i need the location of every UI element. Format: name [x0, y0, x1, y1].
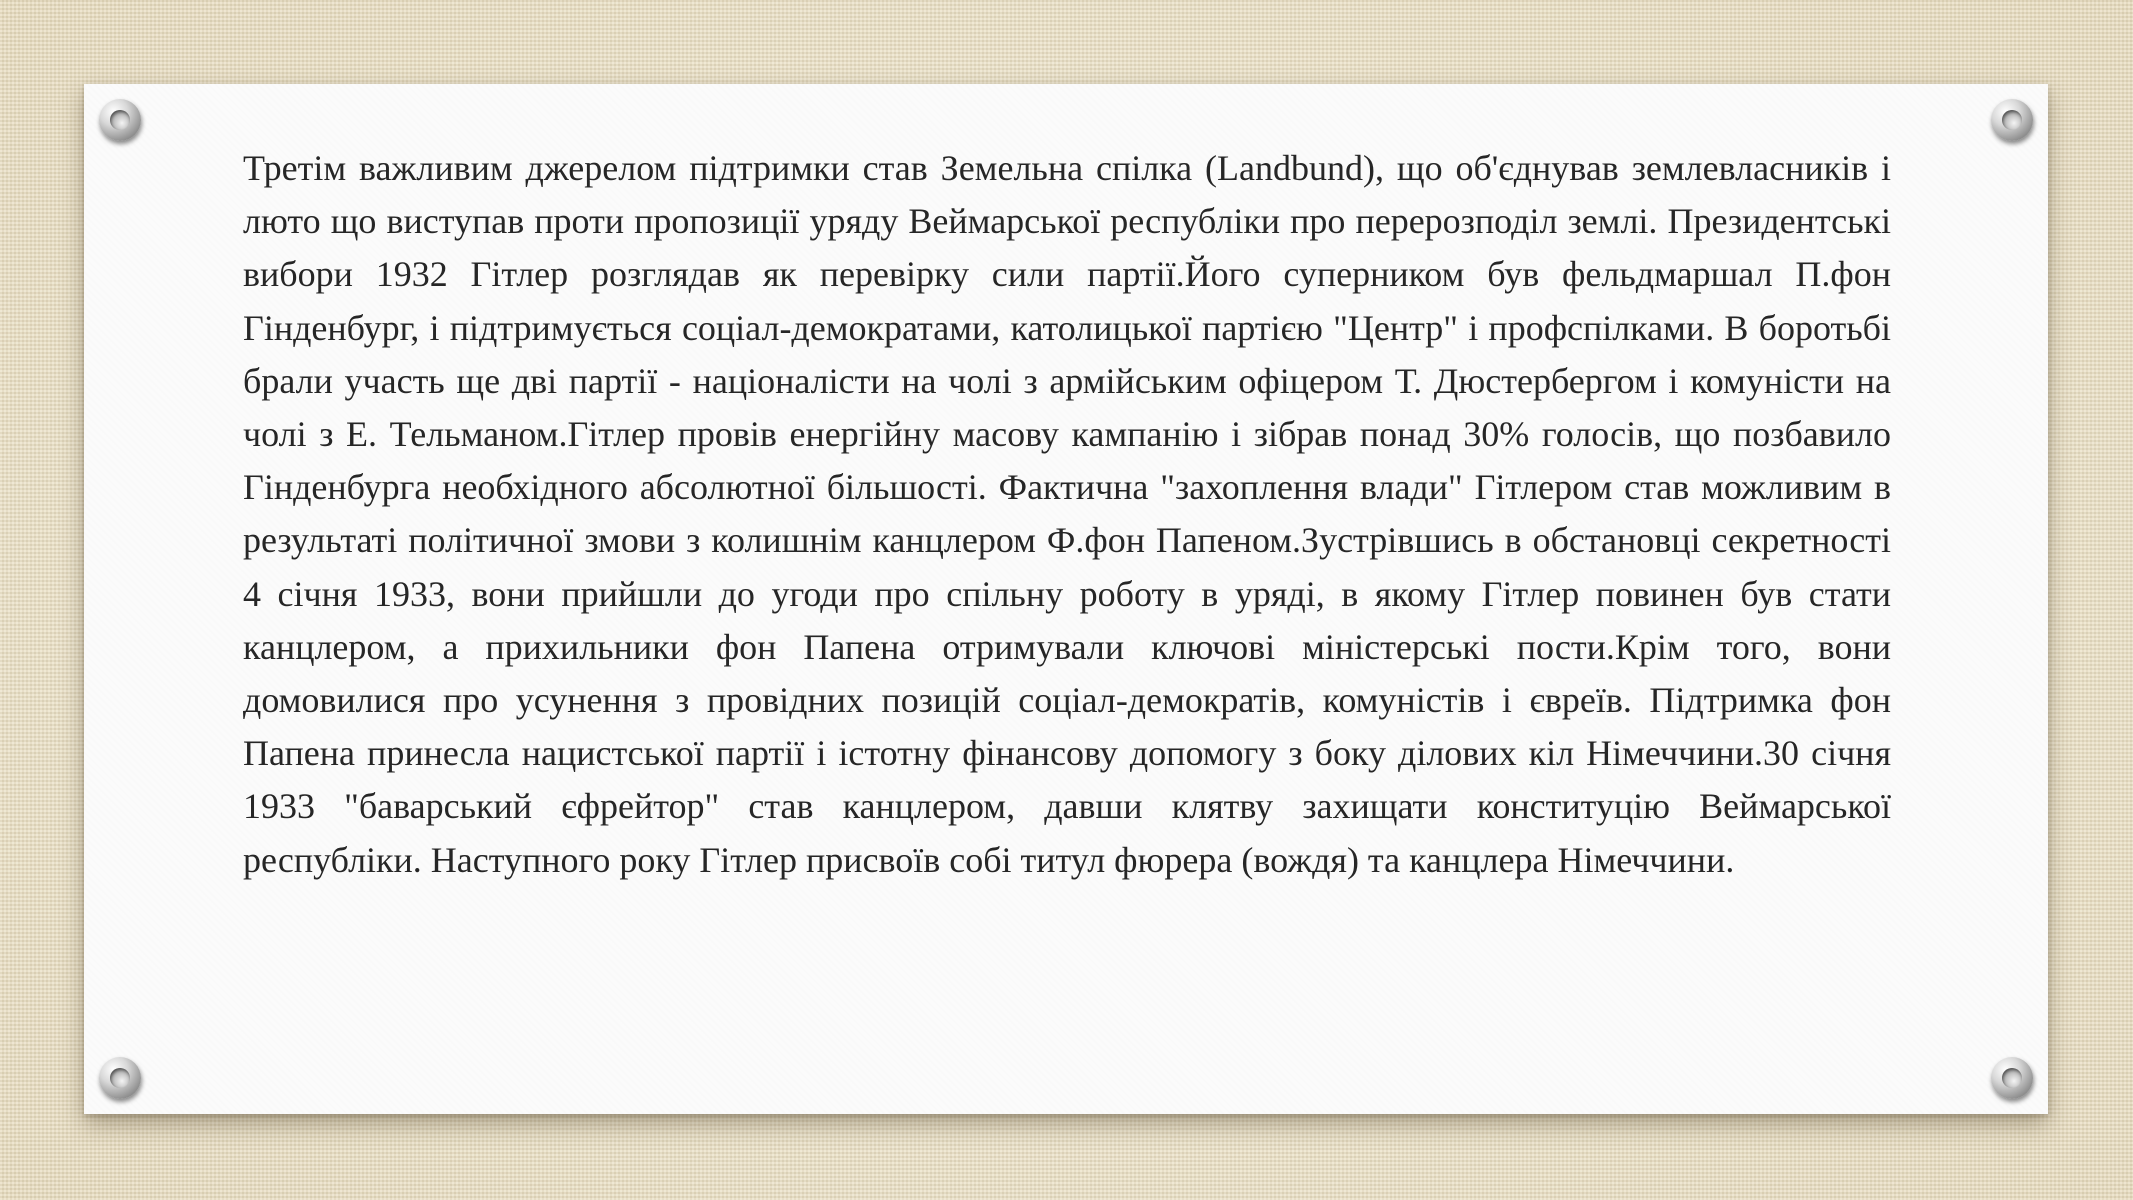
rivet-icon-top-right [1991, 99, 2033, 141]
rivet-icon-bottom-right [1991, 1057, 2033, 1099]
slide-card [84, 84, 2048, 1114]
rivet-icon-top-left [99, 99, 141, 141]
body-paragraph: Третім важливим джерелом підтримки став Земельна спілка (Landbund), що об'єднував землевласників і люто що виступав проти пропозиції уряду Веймарської республіки про перерозподіл землі. Президентські вибори 1932 Гітлер розглядав як перевірку сили партії.Його суперником був фельдмаршал П.фон Гінденбург, і підтримується соціал-демократами, католицької партією "Центр" і профспілками. В боротьбі брали участь ще дві партії - націоналісти на чолі з армійським офіцером Т. Дюстербергом і комуністи на чолі з Е. Тельманом.Гітлер провів енергійну масову кампанію і зібрав понад 30% голосів, що позбавило Гінденбурга необхідного абсолютної більшості. Фактична "захоплення влади" Гітлером став можливим в результаті політичної змови з колишнім канцлером Ф.фон Папеном.Зустрівшись в обстановці секретності 4 січня 1933, вони прийшли до угоди про спільну роботу в уряді, в якому Гітлер повинен був стати канцлером, а прихильники фон Папена отримували ключові міністерські пости.Крім того, вони домовилися про усунення з провідних позицій соціал-демократів, комуністів і євреїв. Підтримка фон Папена принесла нацистської партії і істотну фінансову допомогу з боку ділових кіл Німеччини.30 січня 1933 "баварський єфрейтор" став канцлером, давши клятву захищати конституцію Веймарської республіки. Наступного року Гітлер присвоїв собі титул фюрера (вождя) та канцлера Німеччини. [243, 148, 1891, 880]
rivet-icon-bottom-left [99, 1057, 141, 1099]
